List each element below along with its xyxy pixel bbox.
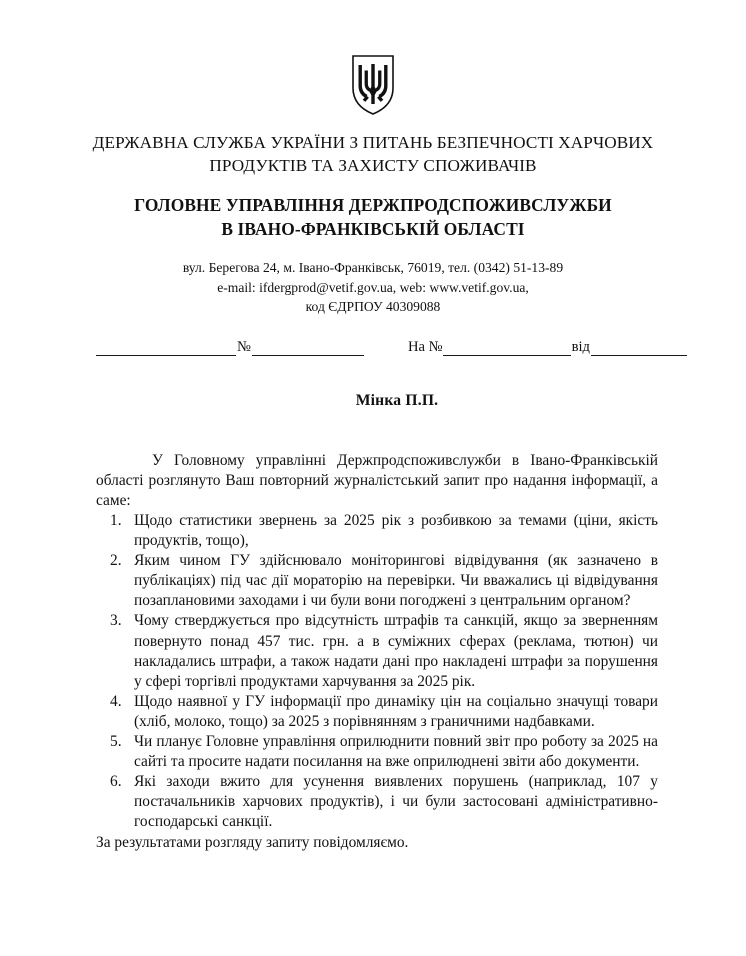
incoming-reference-group (408, 339, 687, 356)
question-item: Чому стверджується про відсутність штрафів та санкцій, якщо за зверненням повернуто понад 457 тис. грн. а в суміжних сферах (реклама, тютюн) чи накладались штрафи, а також надати дані про накладені штрафи за порушення у сфері торгівлі продуктами харчування за 2025 рік. (134, 612, 658, 690)
question-item: Чи планує Головне управління оприлюднити повний звіт про роботу за 2025 на сайті та просите надати посилання на вже оприлюднені звіти або документи. (134, 733, 658, 771)
contact-details (88, 258, 658, 317)
organization-name-line-1: ДЕРЖАВНА СЛУЖБА УКРАЇНИ З ПИТАНЬ БЕЗПЕЧНОСТІ ХАРЧОВИХ (92, 133, 654, 152)
incoming-date-rule[interactable] (591, 342, 687, 356)
department-name-line-2: В ІВАНО-ФРАНКІВСЬКІЙ ОБЛАСТІ (221, 218, 525, 239)
emblem-container (0, 0, 746, 116)
letterhead-header (0, 132, 746, 317)
outgoing-number-rule[interactable] (252, 342, 364, 356)
outgoing-number-label: № (237, 338, 251, 355)
addressee: Мінка П.П. (355, 391, 439, 409)
closing-paragraph: За результатами розгляду запиту повідомляємо. (96, 833, 409, 851)
department-name (88, 194, 658, 241)
contact-email-web: e-mail: ifdergprod@vetif.gov.ua, web: www.vetif.gov.ua, (217, 279, 529, 295)
organization-name-line-2: ПРОДУКТІВ ТА ЗАХИСТУ СПОЖИВАЧІВ (209, 155, 537, 175)
incoming-number-rule[interactable] (443, 342, 571, 356)
department-name-line-1: ГОЛОВНЕ УПРАВЛІННЯ ДЕРЖПРОДСПОЖИВСЛУЖБИ (134, 195, 612, 216)
question-item: Які заходи вжито для усунення виявлених порушень (наприклад, 107 у постачальників харчових продуктів), і чи були застосовані адміністративно-господарські санкції. (134, 773, 658, 831)
question-item: Щодо статистики звернень за 2025 рік з розбивкою за темами (ціни, якість продуктів, тощо), (134, 512, 658, 550)
question-item: Щодо наявної у ГУ інформації про динаміку цін на соціально значущі товари (хліб, молоко, тощо) за 2025 з порівнянням з граничними надбавками. (134, 692, 658, 730)
questions-list (96, 511, 658, 833)
contact-address-phone: вул. Берегова 24, м. Івано-Франківськ, 76019, тел. (0342) 51-13-89 (182, 260, 564, 276)
incoming-date-label: від (571, 338, 590, 355)
outgoing-date-rule[interactable] (96, 342, 236, 356)
organization-name (88, 132, 658, 177)
outgoing-reference-group (96, 339, 364, 356)
letter-body (0, 451, 746, 853)
reference-line (0, 339, 746, 365)
contact-edrpou-code: код ЄДРПОУ 40309088 (305, 299, 441, 315)
incoming-number-label: На № (408, 338, 443, 355)
ukraine-trident-coat-of-arms-icon (351, 54, 395, 116)
intro-paragraph: У Головному управлінні Держпродспоживслужби в Івано-Франківській області розглянуто Ваш повторний журналістський запит про надання інформації, а саме: (96, 451, 658, 509)
question-item: Яким чином ГУ здійснювало моніторингові відвідування (як зазначено в публікаціях) під час дії мораторію на перевірки. Чи вважались ці відвідування позаплановими заходами і чи були вони погоджені з центральним органом? (134, 552, 658, 610)
